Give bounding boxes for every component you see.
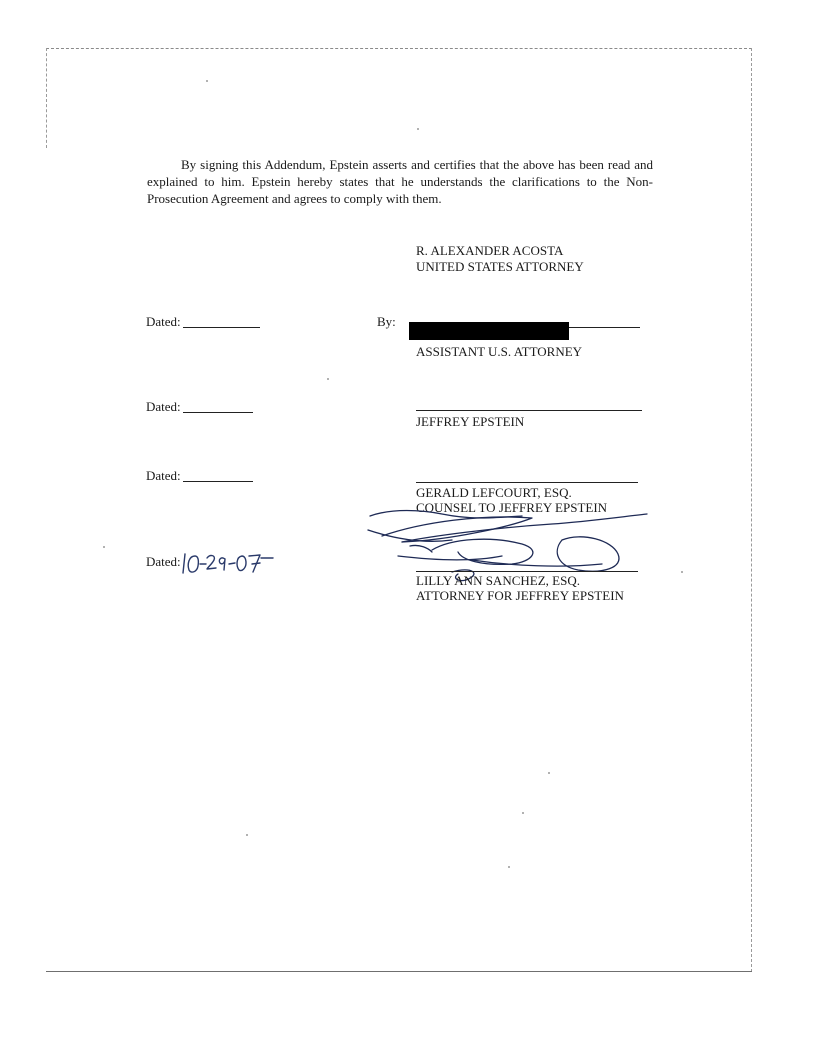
page-border-right <box>751 48 752 972</box>
redaction-bar <box>409 322 569 340</box>
handwritten-date <box>181 550 281 576</box>
us-attorney-title: UNITED STATES ATTORNEY <box>416 259 584 274</box>
signature-line-3 <box>416 482 638 483</box>
page-border-left <box>46 48 47 148</box>
signer-name-sanchez: LILLY ANN SANCHEZ, ESQ. <box>416 573 580 588</box>
addendum-certification-paragraph: By signing this Addendum, Epstein asserts and certifies that the above has been read and explained to him. Epstein hereby states that he understands the clarifications to the Non-Prosecution Agreement and agrees to comply with them. <box>147 157 653 206</box>
us-attorney-name: R. ALEXANDER ACOSTA <box>416 243 564 258</box>
scan-speck <box>548 772 550 774</box>
signer-role-lefcourt: COUNSEL TO JEFFREY EPSTEIN <box>416 500 608 515</box>
signature-line-4 <box>416 571 638 572</box>
date-line-2 <box>183 412 253 413</box>
page-border-top <box>46 48 752 49</box>
signer-role-sanchez: ATTORNEY FOR JEFFREY EPSTEIN <box>416 588 624 603</box>
scan-speck <box>206 80 208 82</box>
scan-speck <box>508 866 510 868</box>
by-label: By: <box>377 314 396 329</box>
scan-speck <box>103 546 105 548</box>
assistant-us-attorney-title: ASSISTANT U.S. ATTORNEY <box>416 344 583 359</box>
dated-label-2: Dated: <box>146 399 181 414</box>
scan-speck <box>246 834 248 836</box>
scan-speck <box>327 378 329 380</box>
date-line-1 <box>183 327 260 328</box>
scan-speck <box>681 571 683 573</box>
dated-label-1: Dated: <box>146 314 181 329</box>
dated-label-3: Dated: <box>146 468 181 483</box>
scan-speck <box>522 812 524 814</box>
signer-name-lefcourt: GERALD LEFCOURT, ESQ. <box>416 485 572 500</box>
dated-label-4: Dated: <box>146 554 181 569</box>
page-border-bottom <box>46 971 752 972</box>
date-line-3 <box>183 481 253 482</box>
scan-speck <box>417 128 419 130</box>
signature-line-2 <box>416 410 642 411</box>
signer-name-epstein: JEFFREY EPSTEIN <box>416 414 525 429</box>
